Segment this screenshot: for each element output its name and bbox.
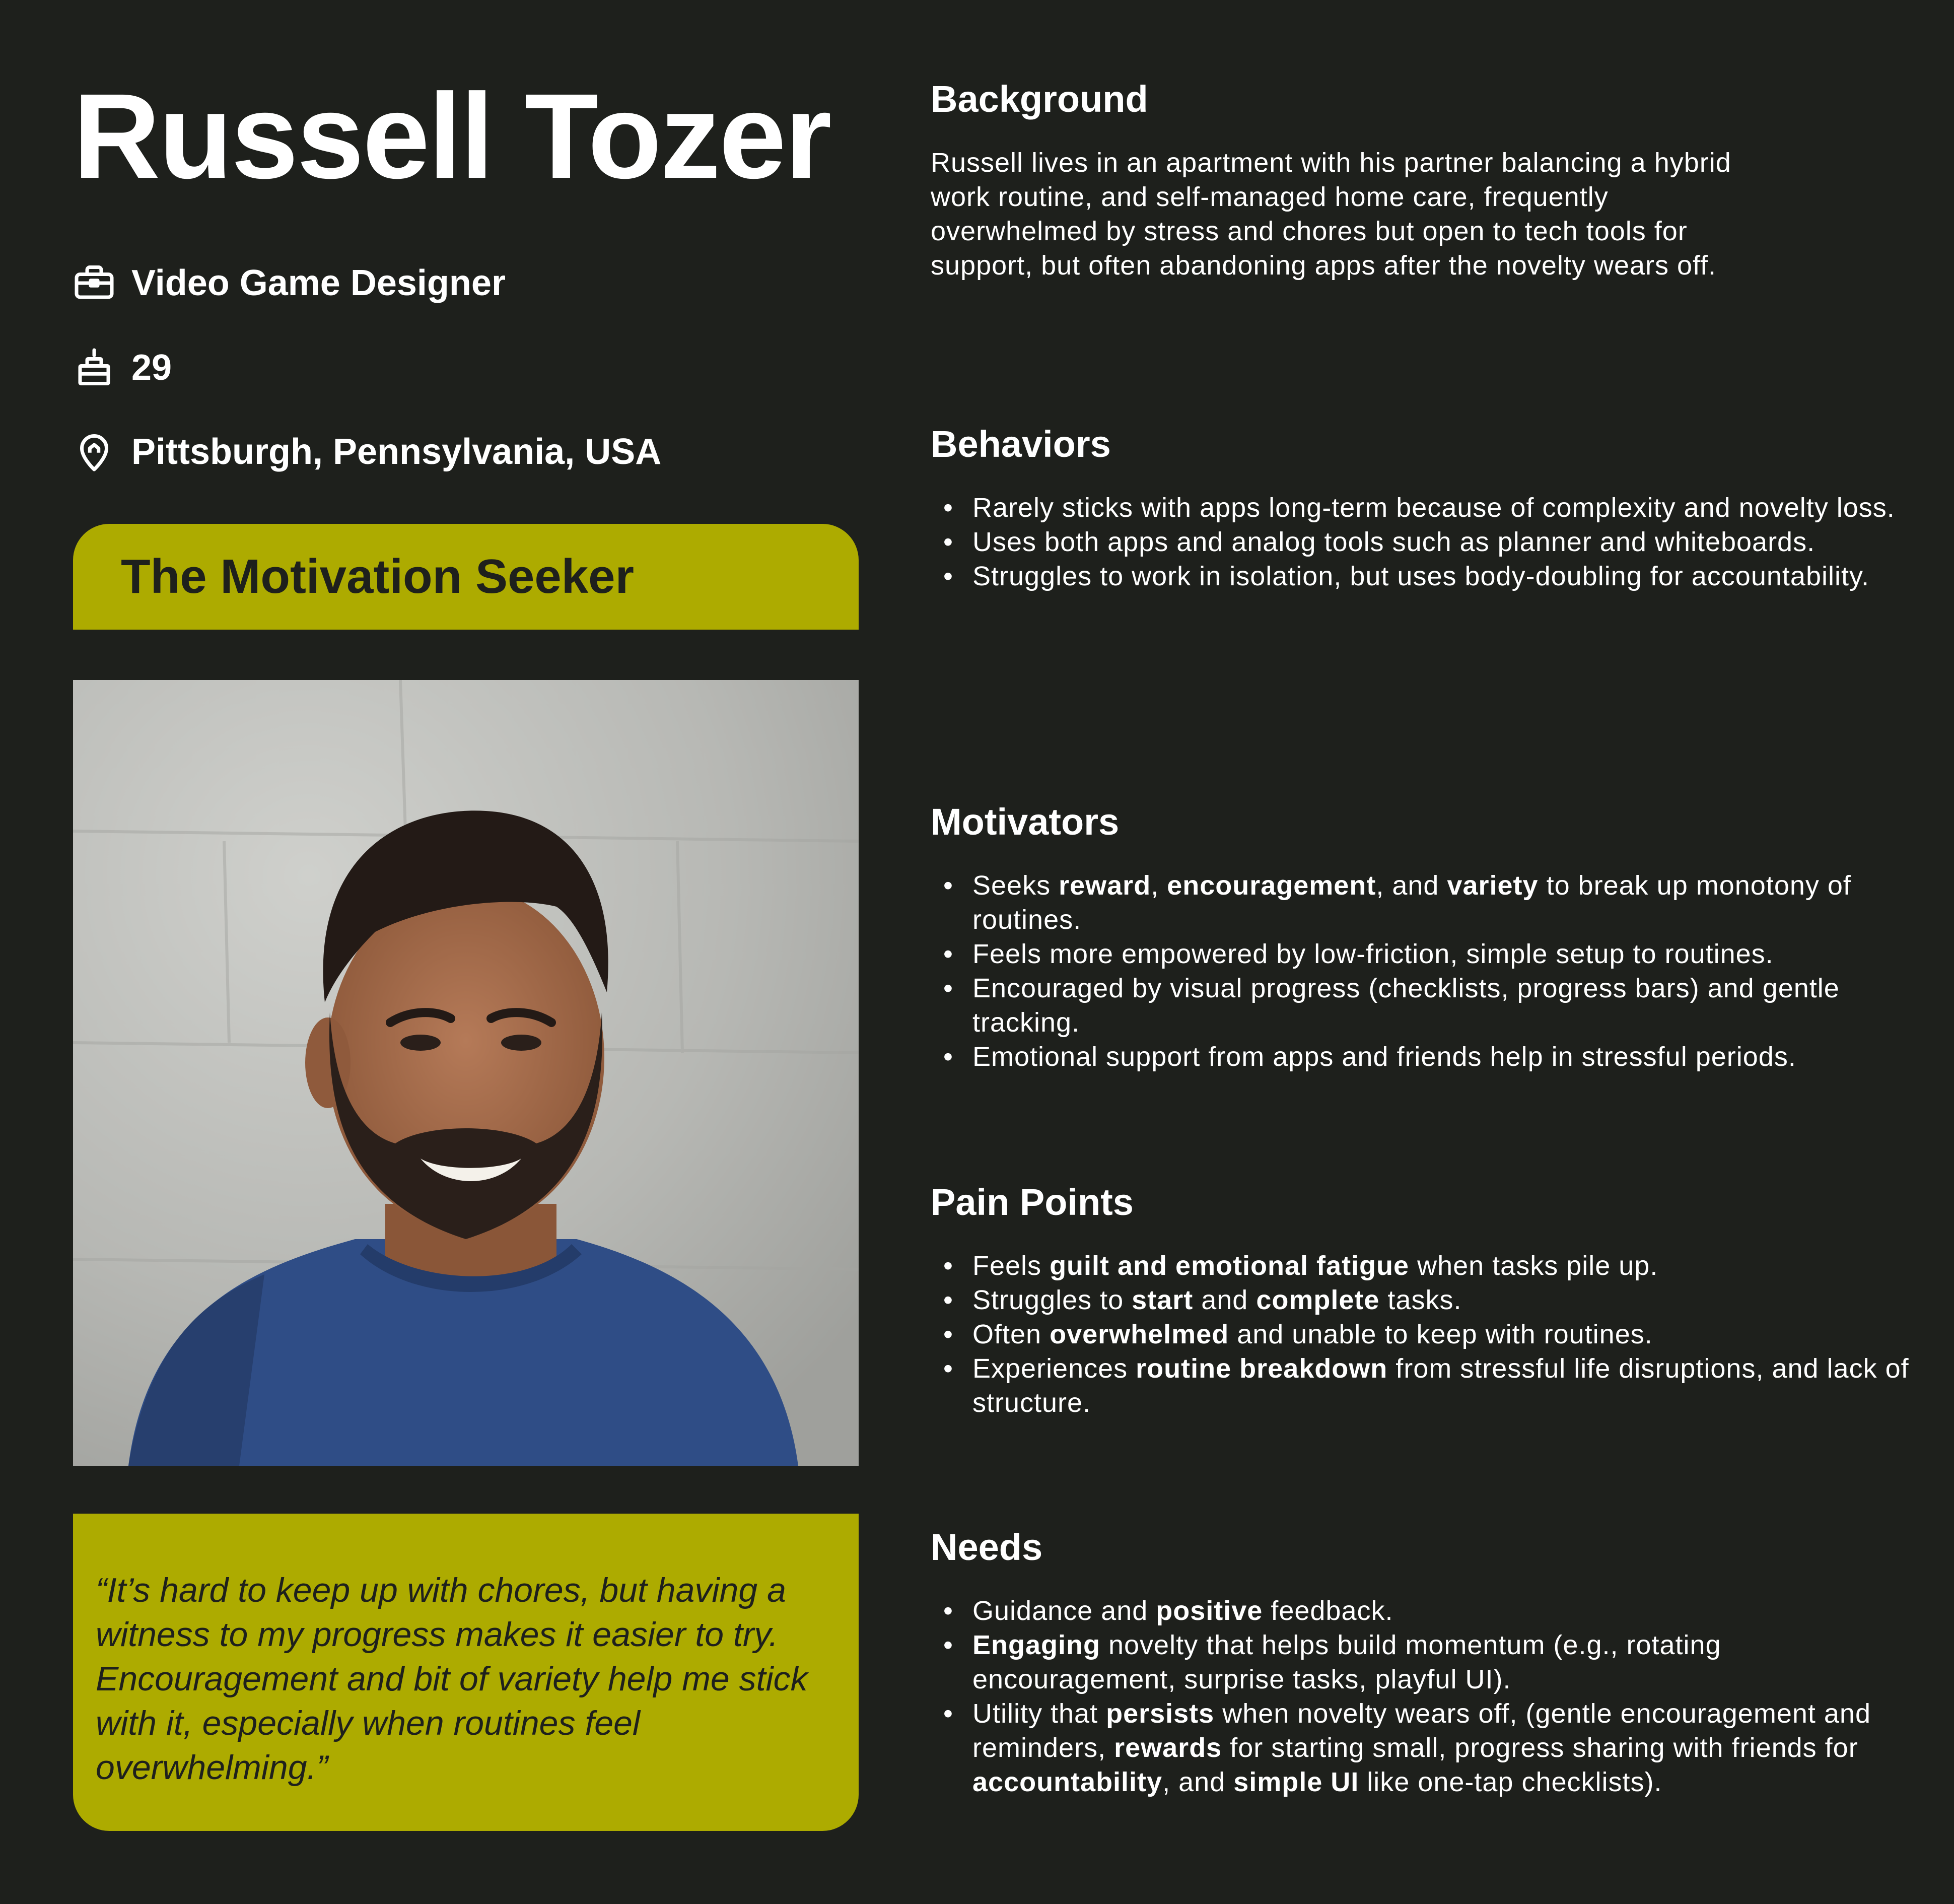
text-segment: tasks. (1379, 1285, 1462, 1315)
bold-emphasis: simple UI (1233, 1767, 1359, 1797)
bold-emphasis: encouragement (1167, 870, 1376, 901)
list-item (931, 1628, 1913, 1696)
text-segment: , and (1376, 870, 1447, 901)
background-text: Russell lives in an apartment with his partner balancing a hybrid work routine, and self-managed home care, frequently overwhelmed by stress and chores but open to tech tools for support, but often abandoning apps after the novelty wears off. (931, 148, 1731, 281)
motivators-section (931, 803, 1913, 1074)
text-segment: when novelty wears off, (gentle encouragement and reminders, (972, 1698, 1871, 1763)
text-segment: to break up monotony of routines. (972, 870, 1851, 935)
text-segment: Struggles to (972, 1285, 1132, 1315)
list-item (931, 1351, 1913, 1420)
list-item (931, 1594, 1913, 1628)
behaviors-heading: Behaviors (931, 423, 1111, 465)
list-item (931, 1283, 1913, 1317)
text-segment: Encouraged by visual progress (checklists, progress bars) and gentle tracking. (972, 973, 1840, 1038)
bold-emphasis: persists (1106, 1698, 1215, 1729)
location-row (73, 431, 661, 473)
text-segment: from stressful life disruptions, and lack of structure. (972, 1353, 1909, 1418)
bold-emphasis: start (1132, 1285, 1194, 1315)
text-segment: , (1151, 870, 1167, 901)
bold-emphasis: routine breakdown (1136, 1353, 1388, 1384)
occupation-row (73, 262, 506, 304)
text-segment: when tasks pile up. (1409, 1251, 1658, 1281)
background-section (931, 78, 1913, 283)
text-segment: Feels (972, 1251, 1050, 1281)
birthday-cake-icon (73, 347, 115, 389)
bold-emphasis: guilt and emotional fatigue (1050, 1251, 1410, 1281)
age: 29 (131, 348, 172, 388)
bold-emphasis: positive (1156, 1596, 1263, 1626)
text-segment: novelty that helps build momentum (e.g., rotating encouragement, surprise tasks, playful UI). (972, 1630, 1721, 1694)
archetype-label: The Motivation Seeker (121, 550, 634, 603)
briefcase-icon (73, 262, 115, 304)
list-item (931, 1040, 1913, 1074)
quote-box (73, 1514, 859, 1831)
list-item: • Rarely sticks with apps long-term because of complexity and novelty loss. (931, 491, 1913, 525)
list-item (931, 937, 1913, 971)
list-item: • Struggles to work in isolation, but uses body-doubling for accountability. (931, 559, 1913, 593)
list-item (931, 1249, 1913, 1283)
text-segment: like one-tap checklists). (1359, 1767, 1662, 1797)
list-item (931, 868, 1913, 937)
age-row (73, 347, 172, 389)
list-item (931, 1696, 1913, 1799)
text-segment: and (1193, 1285, 1257, 1315)
bold-emphasis: variety (1447, 870, 1539, 901)
bold-emphasis: accountability (972, 1767, 1163, 1797)
location: Pittsburgh, Pennsylvania, USA (131, 432, 662, 472)
occupation: Video Game Designer (131, 263, 506, 303)
persona-portrait-illustration (73, 680, 859, 1466)
bold-emphasis: Engaging (972, 1630, 1100, 1660)
behaviors-list (931, 491, 1913, 593)
text-segment: Often (972, 1319, 1050, 1349)
bold-emphasis: reward (1059, 870, 1151, 901)
bold-emphasis: rewards (1114, 1733, 1222, 1763)
pain-points-section (931, 1181, 1913, 1420)
list-item (931, 1317, 1913, 1351)
list-item (931, 971, 1913, 1040)
motivators-heading: Motivators (931, 801, 1120, 843)
needs-heading: Needs (931, 1526, 1043, 1568)
archetype-banner (73, 524, 859, 630)
map-pin-icon (73, 431, 115, 473)
behaviors-section (931, 423, 1913, 593)
persona-name: Russell Tozer (73, 69, 830, 203)
text-segment: Experiences (972, 1353, 1136, 1384)
text-segment: Emotional support from apps and friends help in stressful periods. (972, 1042, 1796, 1072)
needs-section (931, 1526, 1913, 1799)
text-segment: Guidance and (972, 1596, 1156, 1626)
pain-points-list (931, 1249, 1913, 1420)
motivators-list (931, 868, 1913, 1074)
bold-emphasis: complete (1256, 1285, 1380, 1315)
pain-points-heading: Pain Points (931, 1181, 1134, 1223)
text-segment: for starting small, progress sharing with friends for (1222, 1733, 1858, 1763)
text-segment: Seeks (972, 870, 1059, 901)
text-segment: , and (1162, 1767, 1234, 1797)
persona-photo (73, 680, 859, 1466)
text-segment: feedback. (1263, 1596, 1393, 1626)
bold-emphasis: overwhelmed (1050, 1319, 1229, 1349)
background-heading: Background (931, 78, 1148, 120)
quote-text: “It’s hard to keep up with chores, but having a witness to my progress makes it easier to try. Encouragement and bit of variety help me stick with it, especially when routines feel overwhelming.” (96, 1571, 808, 1787)
text-segment: and unable to keep with routines. (1229, 1319, 1653, 1349)
needs-list (931, 1594, 1913, 1799)
list-item: • Uses both apps and analog tools such as planner and whiteboards. (931, 525, 1913, 559)
text-segment: Feels more empowered by low-friction, simple setup to routines. (972, 939, 1774, 969)
text-segment: Utility that (972, 1698, 1106, 1729)
